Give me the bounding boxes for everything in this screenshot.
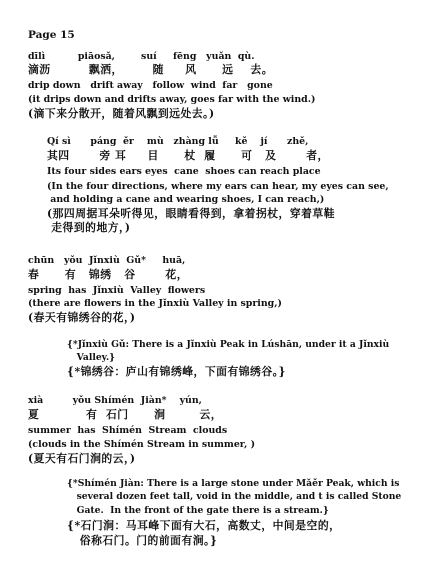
translation-line: and holding a cane and wearing shoes, I can reach,)	[47, 194, 325, 205]
footnote-line: Valley.}	[67, 352, 116, 363]
pinyin-line: dīlì piāosǎ, suí fēng yuǎn qù.	[28, 51, 255, 62]
footnote-chinese-line: {*锦绣谷：庐山有锦绣峰，下面有锦绣谷。}	[67, 365, 286, 378]
footnote-line: {*Jǐnxiù Gǔ: There is a Jǐnxiù Peak in Lúshān, under it a Jǐnxiù	[67, 339, 390, 350]
chinese-paraphrase-line: (那四周据耳朵听得见，眼睛看得到，拿着拐杖，穿着草鞋	[47, 207, 336, 220]
chinese-line: 滴沥 飘洒， 随 风 远 去。	[28, 63, 273, 76]
translation-line: (there are flowers in the Jǐnxiù Valley in spring,)	[28, 298, 282, 309]
translation-line: (clouds in the Shímén Stream in summer, )	[28, 439, 256, 450]
footnote-line: several dozen feet tall, void in the middle, and t is called Stone	[67, 491, 402, 502]
chinese-paraphrase-line: (滴下来分散开，随着风飘到远处去。)	[28, 107, 215, 120]
translation-line: (In the four directions, where my ears can hear, my eyes can see,	[47, 181, 389, 192]
chinese-paraphrase-line: (夏天有石门涧的云，)	[28, 452, 136, 465]
pinyin-line: Qí sì páng ěr mù zhàng lǚ kě jí zhě,	[47, 136, 309, 147]
gloss-line: summer has Shímén Stream clouds	[28, 425, 228, 436]
pinyin-line: chūn yǒu Jǐnxiù Gǔ* huā,	[28, 255, 186, 266]
gloss-line: Its four sides ears eyes cane shoes can reach place	[47, 166, 321, 177]
chinese-line: 春 有 锦绣 谷 花，	[28, 268, 188, 281]
chinese-line: 夏 有 石门 涧 云，	[28, 408, 223, 421]
footnote-chinese-line: {*石门涧：马耳峰下面有大石，高数丈，中间是空的，	[67, 519, 341, 532]
page-header: Page 15	[28, 29, 75, 41]
gloss-line: drip down drift away follow wind far gone	[28, 80, 273, 91]
chinese-paraphrase-line: (春天有锦绣谷的花，)	[28, 311, 136, 324]
footnote-line: {*Shímén Jiàn: There is a large stone under Mǎěr Peak, which is	[67, 478, 400, 489]
translation-line: (it drips down and drifts away, goes far with the wind.)	[28, 94, 316, 105]
pinyin-line: xià yǒu Shímén Jiàn* yún,	[28, 395, 202, 406]
gloss-line: spring has Jǐnxiù Valley flowers	[28, 285, 206, 296]
footnote-chinese-line: 俗称石门。门的前面有涧。}	[67, 534, 218, 547]
chinese-paraphrase-line: 走得到的地方，)	[47, 221, 131, 234]
footnote-line: Gate. In the front of the gate there is a stream.}	[67, 505, 329, 516]
chinese-line: 其四 旁 耳 目 杖 履 可 及 者，	[47, 149, 329, 162]
